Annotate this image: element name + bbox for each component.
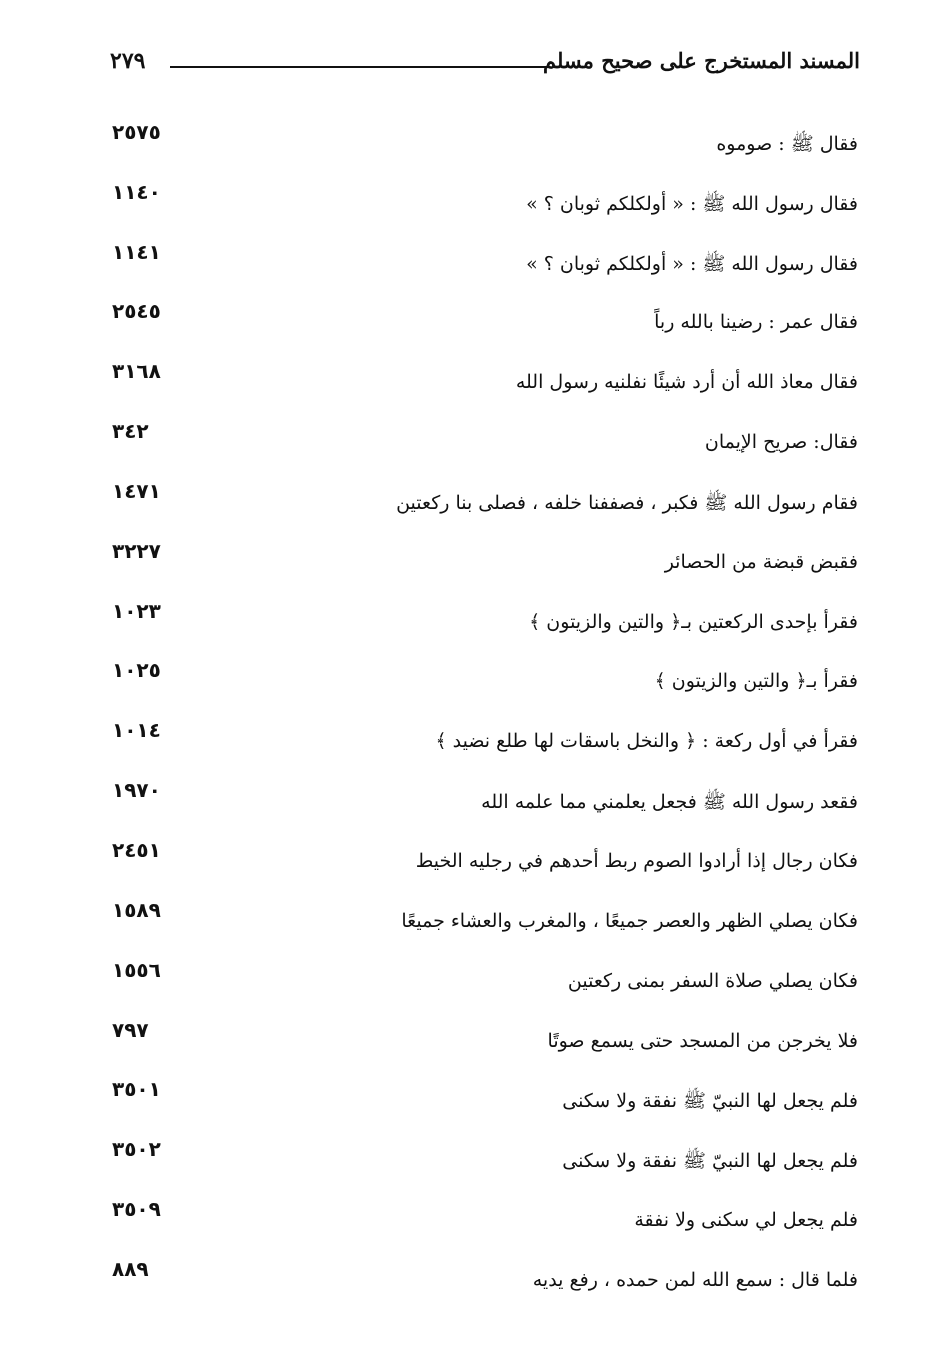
entry-number: ٣٢٢٧ — [112, 539, 161, 563]
index-entry — [100, 658, 864, 708]
entry-number: ١١٤١ — [112, 240, 161, 264]
index-entry — [100, 1018, 864, 1068]
index-entry — [100, 539, 864, 589]
entry-text: فقام رسول الله ﷺ فكبر ، فصففنا خلفه ، فصلى بنا ركعتين — [396, 492, 858, 514]
entry-text: فقال ﷺ : صوموه — [716, 133, 858, 155]
index-entry — [100, 898, 864, 948]
entry-number: ٢٥٧٥ — [112, 120, 161, 144]
entry-number: ٣١٦٨ — [112, 359, 161, 383]
entry-number: ١٥٨٩ — [112, 898, 161, 922]
entry-number: ٣٥٠٢ — [112, 1137, 161, 1161]
index-entry — [100, 1197, 864, 1247]
index-entry — [100, 180, 864, 230]
entry-number: ٣٥٠٩ — [112, 1197, 161, 1221]
entry-number: ١٩٧٠ — [112, 778, 161, 802]
entry-text: فلما قال : سمع الله لمن حمده ، رفع يديه — [532, 1269, 858, 1291]
index-entry — [100, 479, 864, 529]
entry-number: ٢٤٥١ — [112, 838, 161, 862]
index-entry — [100, 359, 864, 409]
entry-number: ٣٤٢ — [112, 419, 149, 443]
entry-text: فقال رسول الله ﷺ : « أولكلكم ثوبان ؟ » — [526, 193, 858, 215]
index-entry — [100, 299, 864, 349]
entry-text: فقال معاذ الله أن أرد شيئًا نفلنيه رسول الله — [515, 371, 858, 393]
index-entry — [100, 240, 864, 290]
entry-text: فقعد رسول الله ﷺ فجعل يعلمني مما علمه الله — [481, 791, 858, 813]
entry-text: فلا يخرجن من المسجد حتى يسمع صوتًا — [547, 1030, 858, 1052]
entry-text: فقال عمر : رضينا بالله رباً — [654, 311, 858, 333]
entry-number: ١١٤٠ — [112, 180, 161, 204]
entry-number: ٨٨٩ — [112, 1257, 149, 1281]
entry-text: فقال رسول الله ﷺ : « أولكلكم ثوبان ؟ » — [526, 253, 858, 275]
entry-number: ٣٥٠١ — [112, 1077, 161, 1101]
entry-text: فكان رجال إذا أرادوا الصوم ربط أحدهم في رجليه الخيط — [415, 850, 858, 872]
entry-text: فقرأ في أول ركعة : ﴿ والنخل باسقات لها طلع نضيد ﴾ — [435, 730, 858, 752]
index-entry — [100, 419, 864, 469]
entry-number: ٧٩٧ — [112, 1018, 149, 1042]
entry-text: فلم يجعل لها النبيّ ﷺ نفقة ولا سكنى — [562, 1150, 858, 1172]
entry-number: ١٥٥٦ — [112, 958, 161, 982]
entry-text: فكان يصلي الظهر والعصر جميعًا ، والمغرب والعشاء جميعًا — [401, 910, 858, 932]
running-title: المسند المستخرج على صحيح مسلم — [542, 48, 860, 73]
index-entry — [100, 838, 864, 888]
entry-number: ١٤٧١ — [112, 479, 161, 503]
index-entry — [100, 1257, 864, 1307]
entry-text: فقبض قبضة من الحصائر — [664, 551, 858, 573]
index-entry — [100, 120, 864, 170]
entry-text: فلم يجعل لها النبيّ ﷺ نفقة ولا سكنى — [562, 1090, 858, 1112]
index-entry — [100, 599, 864, 649]
index-entry — [100, 778, 864, 828]
index-entry — [100, 1077, 864, 1127]
entry-number: ٢٥٤٥ — [112, 299, 161, 323]
entry-text: فلم يجعل لي سكنى ولا نفقة — [634, 1209, 858, 1231]
entry-text: فقرأ بإحدى الركعتين بـ﴿ والتين والزيتون ﴾ — [529, 611, 858, 633]
index-entry — [100, 1137, 864, 1187]
entry-number: ١٠١٤ — [112, 718, 161, 742]
entry-number: ١٠٢٥ — [112, 658, 161, 682]
entry-number: ١٠٢٣ — [112, 599, 161, 623]
page-number: ٢٧٩ — [110, 48, 146, 74]
entry-text: فقرأ بـ﴿ والتين والزيتون ﴾ — [654, 670, 858, 692]
entry-text: فكان يصلي صلاة السفر بمنى ركعتين — [567, 970, 858, 992]
index-entry — [100, 958, 864, 1008]
index-entry — [100, 718, 864, 768]
entry-text: فقال: صريح الإيمان — [704, 431, 858, 453]
